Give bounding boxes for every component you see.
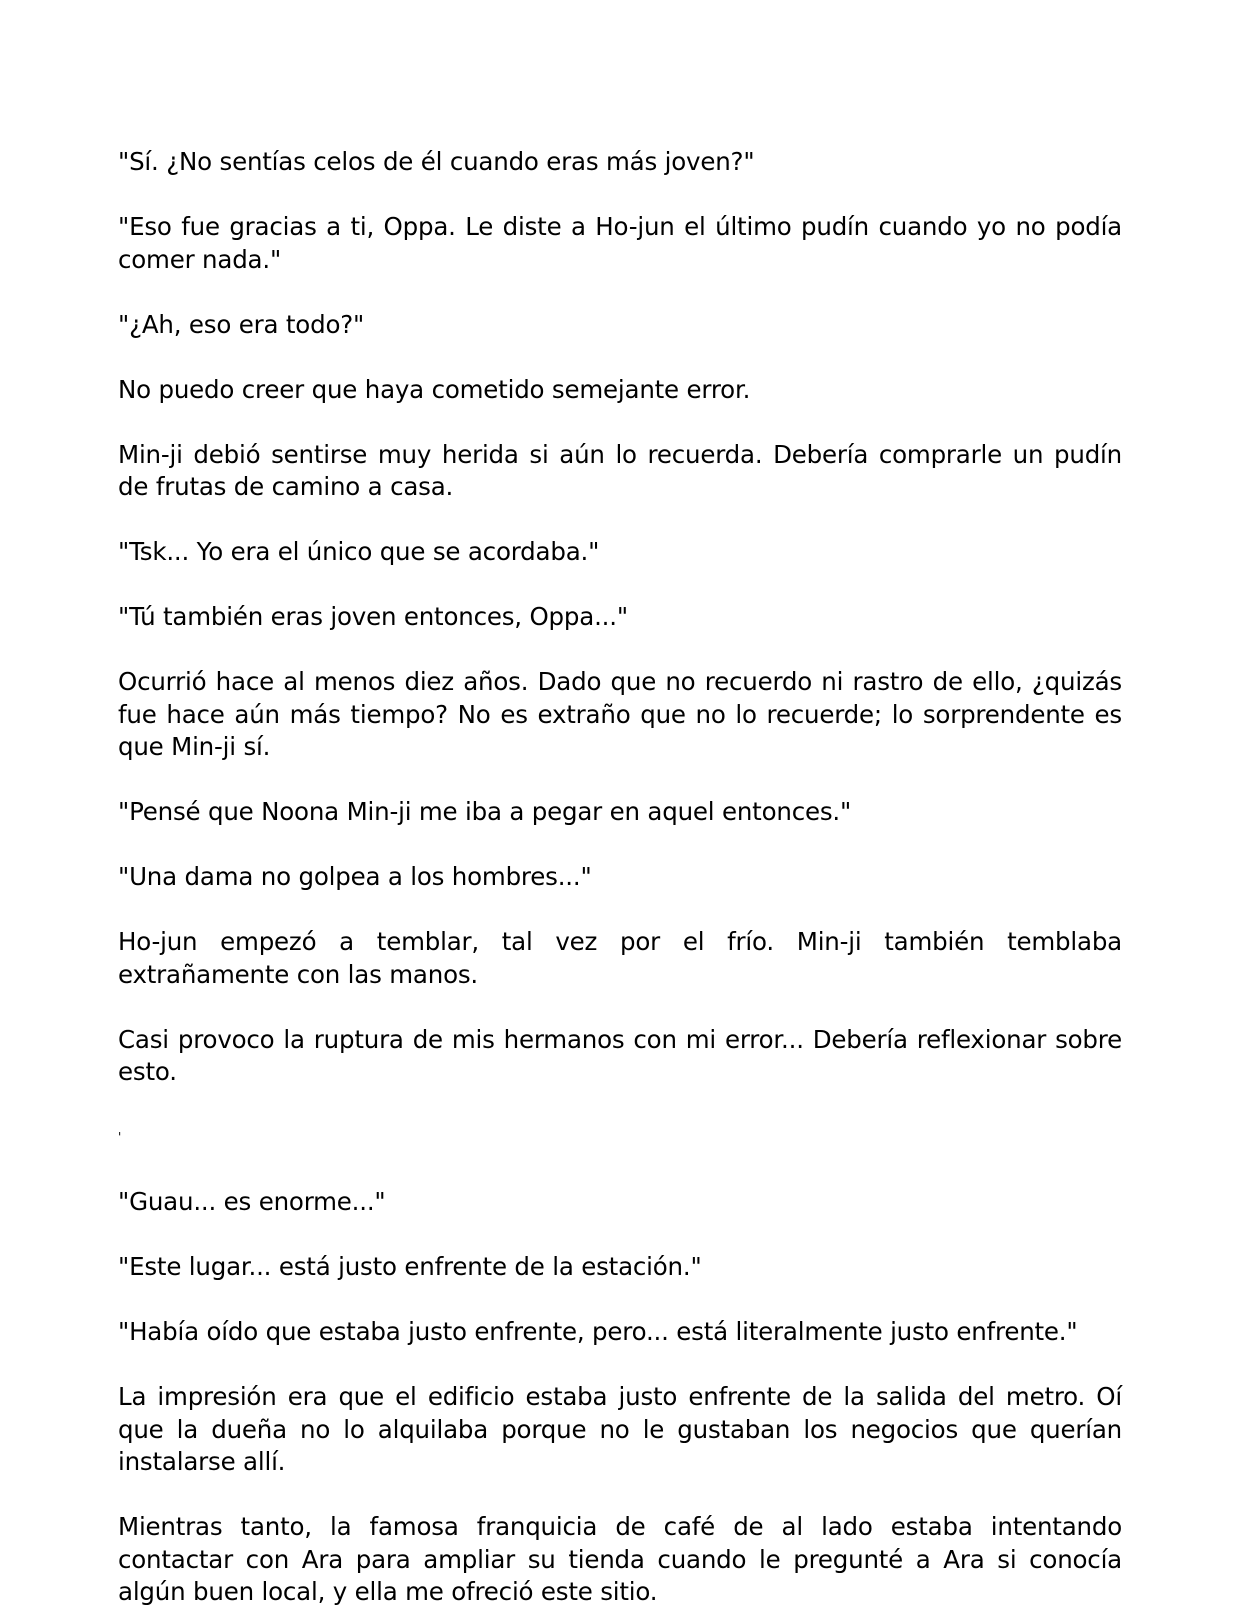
- paragraph: "Sí. ¿No sentías celos de él cuando eras más joven?": [118, 147, 755, 176]
- paragraph: Ocurrió hace al menos diez años. Dado que no recuerdo ni rastro de ello, ¿quizás fue hace aún más tiempo? No es extraño que no lo recuerde; lo sorprendente es que Min-ji sí.: [118, 667, 1122, 761]
- paragraph: "Pensé que Noona Min-ji me iba a pegar en aquel entonces.": [118, 797, 852, 826]
- paragraph: No puedo creer que haya cometido semejante error.: [118, 374, 751, 404]
- paragraph: "Este lugar... está justo enfrente de la estación.": [118, 1252, 702, 1281]
- paragraph: "Tú también eras joven entonces, Oppa...": [118, 602, 628, 631]
- paragraph: Casi provoco la ruptura de mis hermanos con mi error... Debería reflexionar sobre esto.: [118, 1024, 1122, 1086]
- scene-break-mark: ': [118, 1130, 122, 1144]
- paragraph: "Una dama no golpea a los hombres...": [118, 862, 592, 891]
- paragraph: Mientras tanto, la famosa franquicia de café de al lado estaba intentando contactar con Ara para ampliar su tienda cuando le pregunté a Ara si conocía algún buen local, y ella me ofreció este sitio.: [118, 1512, 1122, 1606]
- paragraph: "Tsk... Yo era el único que se acordaba.": [118, 537, 600, 566]
- paragraph: La impresión era que el edificio estaba justo enfrente de la salida del metro. Oí que la dueña no lo alquilaba porque no le gustaban los negocios que querían instalarse allí.: [118, 1382, 1122, 1476]
- document-page: [118, 146, 1122, 1609]
- paragraph: "Había oído que estaba justo enfrente, pero... está literalmente justo enfrente.": [118, 1317, 1078, 1346]
- paragraph: Ho-jun empezó a temblar, tal vez por el frío. Min-ji también temblaba extrañamente con las manos.: [118, 927, 1122, 989]
- paragraph: "¿Ah, eso era todo?": [118, 309, 365, 339]
- paragraph: Min-ji debió sentirse muy herida si aún lo recuerda. Debería comprarle un pudín de frutas de camino a casa.: [118, 439, 1122, 501]
- paragraph: "Guau... es enorme...": [118, 1187, 386, 1216]
- paragraph: "Eso fue gracias a ti, Oppa. Le diste a Ho-jun el último pudín cuando yo no podía comer nada.": [118, 212, 1122, 274]
